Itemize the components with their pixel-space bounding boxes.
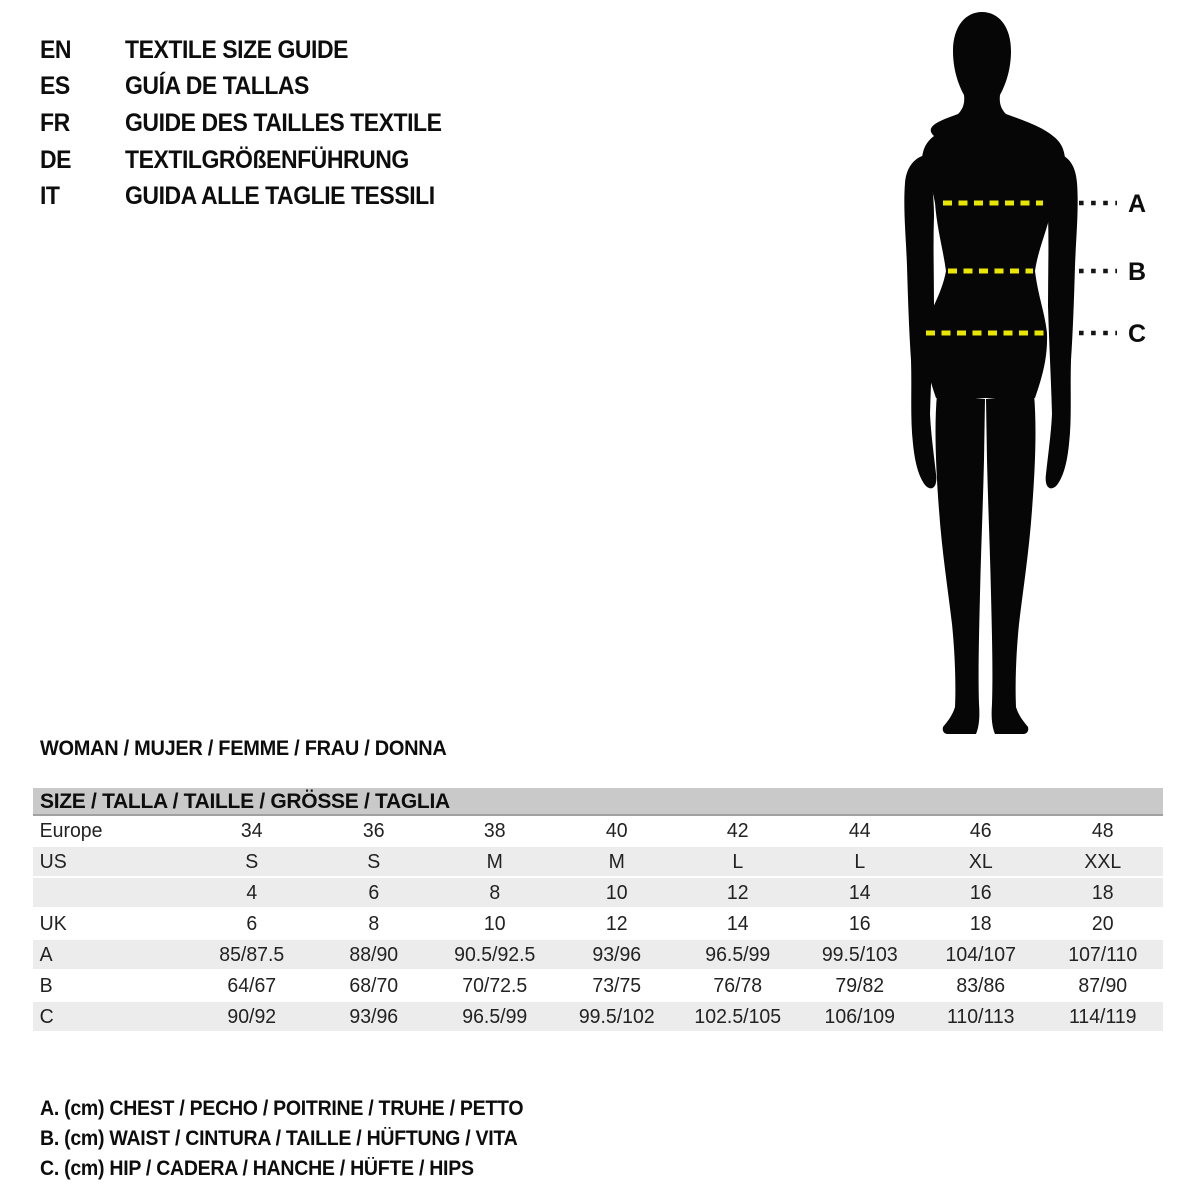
size-cell: 99.5/102 bbox=[578, 1004, 655, 1028]
size-cell: 14 bbox=[848, 880, 871, 904]
language-row bbox=[40, 32, 469, 69]
size-cell: 14 bbox=[726, 911, 749, 935]
guide-title: GUIDA ALLE TAGLIE TESSILI bbox=[125, 182, 435, 211]
size-cell: 10 bbox=[605, 880, 628, 904]
size-cell: 12 bbox=[605, 911, 628, 935]
size-cell: XL bbox=[968, 849, 993, 873]
size-cell: 104/107 bbox=[945, 942, 1016, 966]
size-cell: 16 bbox=[969, 880, 992, 904]
measure-marker-label: B bbox=[1128, 258, 1147, 286]
table-row bbox=[33, 940, 1163, 971]
size-cell: 4 bbox=[246, 880, 258, 904]
silhouette-left-leg bbox=[936, 394, 985, 734]
size-cell: S bbox=[245, 849, 259, 873]
silhouette-left-arm bbox=[904, 155, 936, 488]
size-cell: 90/92 bbox=[227, 1004, 277, 1028]
row-label: A bbox=[39, 942, 53, 966]
table-row bbox=[33, 1002, 1163, 1033]
row-label: C bbox=[39, 1004, 54, 1028]
language-title-block bbox=[40, 32, 469, 215]
size-cell: 96.5/99 bbox=[462, 1004, 528, 1028]
size-cell: 12 bbox=[726, 880, 749, 904]
language-code: DE bbox=[40, 145, 72, 174]
size-cell: 34 bbox=[240, 818, 263, 842]
guide-title: TEXTILGRÖßENFÜHRUNG bbox=[125, 145, 409, 174]
size-cell: 114/119 bbox=[1068, 1004, 1137, 1028]
silhouette-right-arm bbox=[1046, 155, 1078, 488]
size-cell: L bbox=[853, 849, 865, 873]
size-cell: 88/90 bbox=[348, 942, 398, 966]
guide-title: TEXTILE SIZE GUIDE bbox=[125, 35, 349, 64]
legend-line: C. (cm) HIP / CADERA / HANCHE / HÜFTE / HIPS bbox=[40, 1157, 474, 1180]
measurement-legend bbox=[40, 1094, 560, 1184]
measure-marker-label: A bbox=[1128, 190, 1147, 218]
size-cell: 64/67 bbox=[227, 973, 277, 997]
size-cell: 44 bbox=[848, 818, 871, 842]
section-title: WOMAN / MUJER / FEMME / FRAU / DONNA bbox=[40, 737, 447, 760]
size-cell: 73/75 bbox=[591, 973, 641, 997]
language-code: IT bbox=[40, 182, 60, 211]
size-cell: 70/72.5 bbox=[462, 973, 528, 997]
size-cell: 83/86 bbox=[956, 973, 1006, 997]
silhouette-right-leg bbox=[986, 394, 1035, 734]
size-cell: 40 bbox=[605, 818, 628, 842]
language-code: ES bbox=[40, 72, 70, 101]
language-row bbox=[40, 178, 469, 215]
size-cell: 79/82 bbox=[834, 973, 884, 997]
language-code: EN bbox=[40, 35, 72, 64]
woman-silhouette bbox=[893, 8, 1125, 736]
table-header: SIZE / TALLA / TAILLE / GRÖSSE / TAGLIA bbox=[33, 788, 1163, 816]
row-label: Europe bbox=[39, 818, 103, 842]
size-cell: S bbox=[366, 849, 380, 873]
language-row bbox=[40, 142, 469, 179]
guide-title: GUIDE DES TAILLES TEXTILE bbox=[125, 108, 442, 137]
guide-title: GUÍA DE TALLAS bbox=[125, 72, 309, 101]
size-cell: 6 bbox=[367, 880, 379, 904]
size-cell: 18 bbox=[1091, 880, 1114, 904]
size-cell: 8 bbox=[367, 911, 379, 935]
table-body bbox=[33, 816, 1163, 1033]
row-label: US bbox=[39, 849, 67, 873]
table-row bbox=[33, 847, 1163, 878]
size-cell: 93/96 bbox=[591, 942, 641, 966]
language-row bbox=[40, 105, 469, 142]
size-cell: L bbox=[732, 849, 744, 873]
size-cell: 46 bbox=[969, 818, 992, 842]
size-cell: 85/87.5 bbox=[219, 942, 285, 966]
size-cell: 106/109 bbox=[824, 1004, 895, 1028]
measure-marker-label: C bbox=[1128, 320, 1147, 348]
size-cell: M bbox=[608, 849, 625, 873]
size-cell: 107/110 bbox=[1067, 942, 1137, 966]
size-cell: XXL bbox=[1083, 849, 1121, 873]
size-cell: 93/96 bbox=[348, 1004, 398, 1028]
size-table bbox=[33, 788, 1163, 1033]
language-code: FR bbox=[40, 108, 70, 137]
size-cell: M bbox=[486, 849, 503, 873]
size-cell: 96.5/99 bbox=[705, 942, 771, 966]
size-cell: 110/113 bbox=[946, 1004, 1015, 1028]
size-cell: 87/90 bbox=[1077, 973, 1127, 997]
row-label: B bbox=[39, 973, 53, 997]
row-label: UK bbox=[39, 911, 67, 935]
table-row bbox=[33, 971, 1163, 1002]
legend-line: A. (cm) CHEST / PECHO / POITRINE / TRUHE / PETTO bbox=[40, 1097, 524, 1120]
size-cell: 18 bbox=[969, 911, 992, 935]
legend-line: B. (cm) WAIST / CINTURA / TAILLE / HÜFTUNG / VITA bbox=[40, 1127, 518, 1150]
size-cell: 99.5/103 bbox=[821, 942, 898, 966]
table-row bbox=[33, 909, 1163, 940]
size-cell: 48 bbox=[1091, 818, 1114, 842]
language-row bbox=[40, 69, 469, 106]
size-cell: 102.5/105 bbox=[694, 1004, 782, 1028]
size-cell: 6 bbox=[246, 911, 258, 935]
size-cell: 10 bbox=[483, 911, 506, 935]
size-cell: 36 bbox=[362, 818, 385, 842]
size-cell: 16 bbox=[848, 911, 871, 935]
size-cell: 20 bbox=[1091, 911, 1114, 935]
table-row bbox=[33, 816, 1163, 847]
size-cell: 8 bbox=[489, 880, 501, 904]
table-row bbox=[33, 878, 1163, 909]
size-cell: 38 bbox=[483, 818, 506, 842]
size-cell: 42 bbox=[726, 818, 749, 842]
size-cell: 76/78 bbox=[713, 973, 763, 997]
size-cell: 90.5/92.5 bbox=[454, 942, 536, 966]
size-cell: 68/70 bbox=[348, 973, 398, 997]
